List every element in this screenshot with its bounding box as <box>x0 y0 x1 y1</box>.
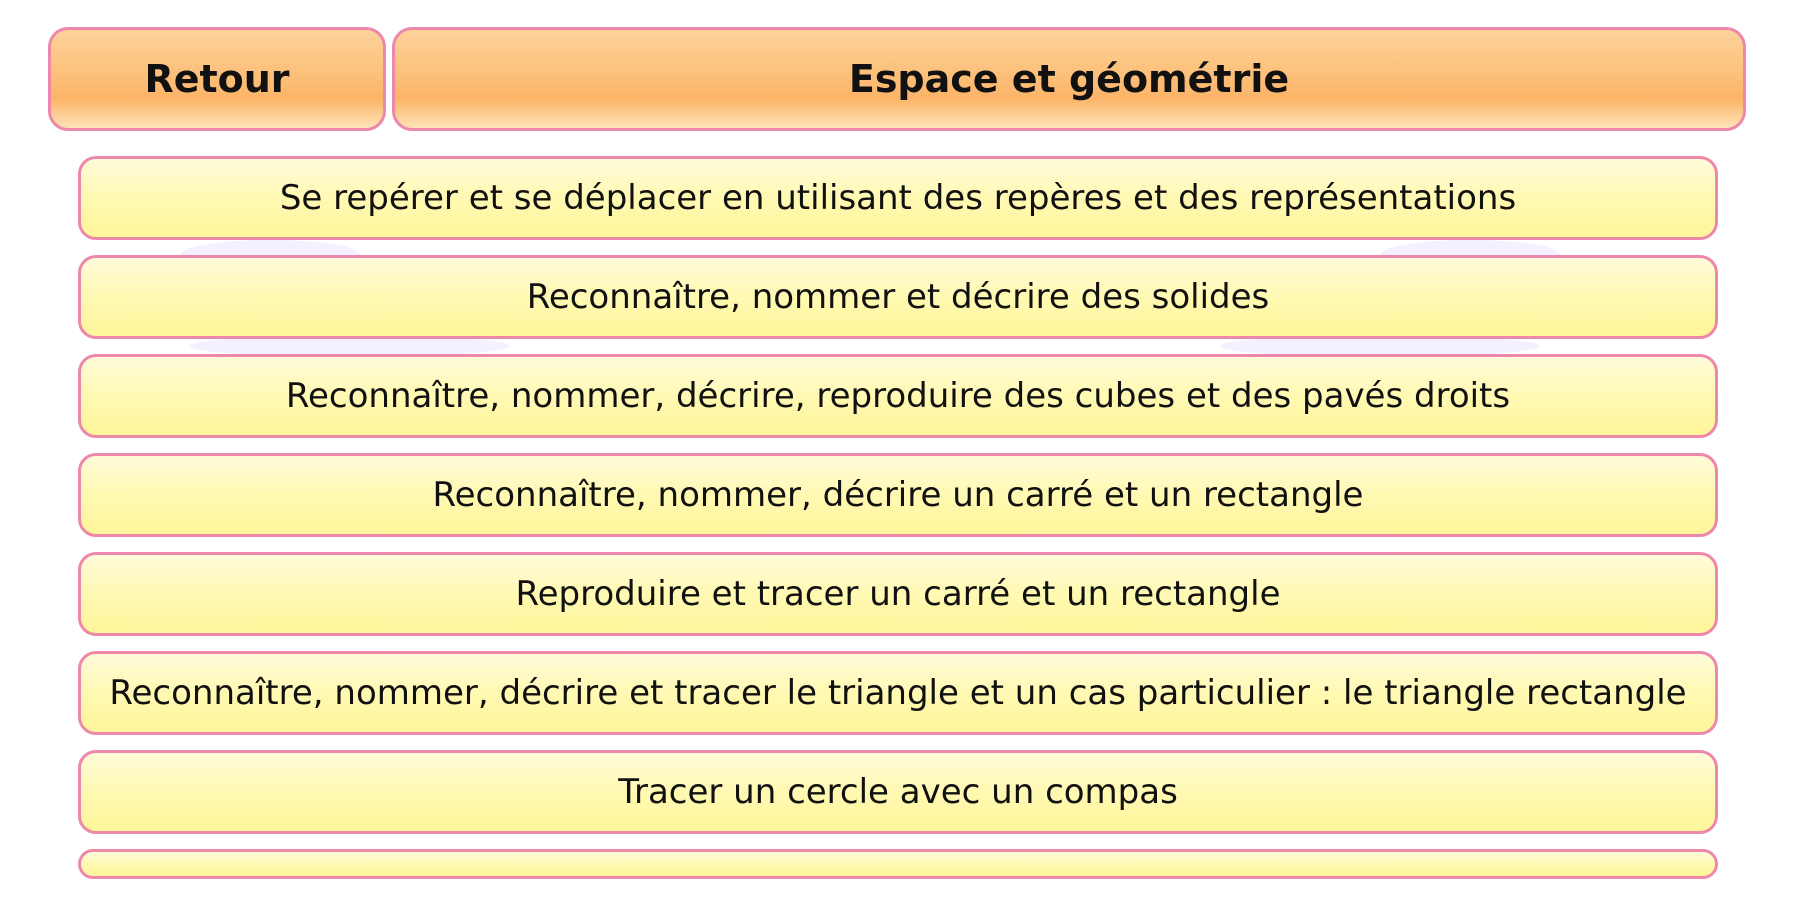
list-item-label: Reconnaître, nommer, décrire et tracer le triangle et un cas particulier : le triangle rectangle <box>109 673 1687 713</box>
list-item[interactable] <box>78 255 1718 339</box>
topic-list <box>78 156 1718 894</box>
list-item[interactable] <box>78 552 1718 636</box>
list-item-partial[interactable] <box>78 849 1718 879</box>
list-item[interactable] <box>78 750 1718 834</box>
page-title-text: Espace et géométrie <box>848 57 1290 101</box>
page-title <box>392 27 1746 131</box>
list-item-label: Reconnaître, nommer, décrire, reproduire des cubes et des pavés droits <box>285 376 1511 416</box>
header <box>48 27 1746 135</box>
list-item[interactable] <box>78 453 1718 537</box>
list-item-label: Reconnaître, nommer, décrire un carré et un rectangle <box>432 475 1364 515</box>
list-item[interactable] <box>78 156 1718 240</box>
back-button[interactable] <box>48 27 386 131</box>
list-item[interactable] <box>78 354 1718 438</box>
back-button-label: Retour <box>144 57 290 101</box>
list-item-label: Reproduire et tracer un carré et un rectangle <box>515 574 1281 614</box>
list-item-label: Reconnaître, nommer et décrire des solides <box>526 277 1270 317</box>
list-item-label: Se repérer et se déplacer en utilisant des repères et des représentations <box>279 178 1517 218</box>
list-item[interactable] <box>78 651 1718 735</box>
list-item-label: Tracer un cercle avec un compas <box>618 772 1178 812</box>
